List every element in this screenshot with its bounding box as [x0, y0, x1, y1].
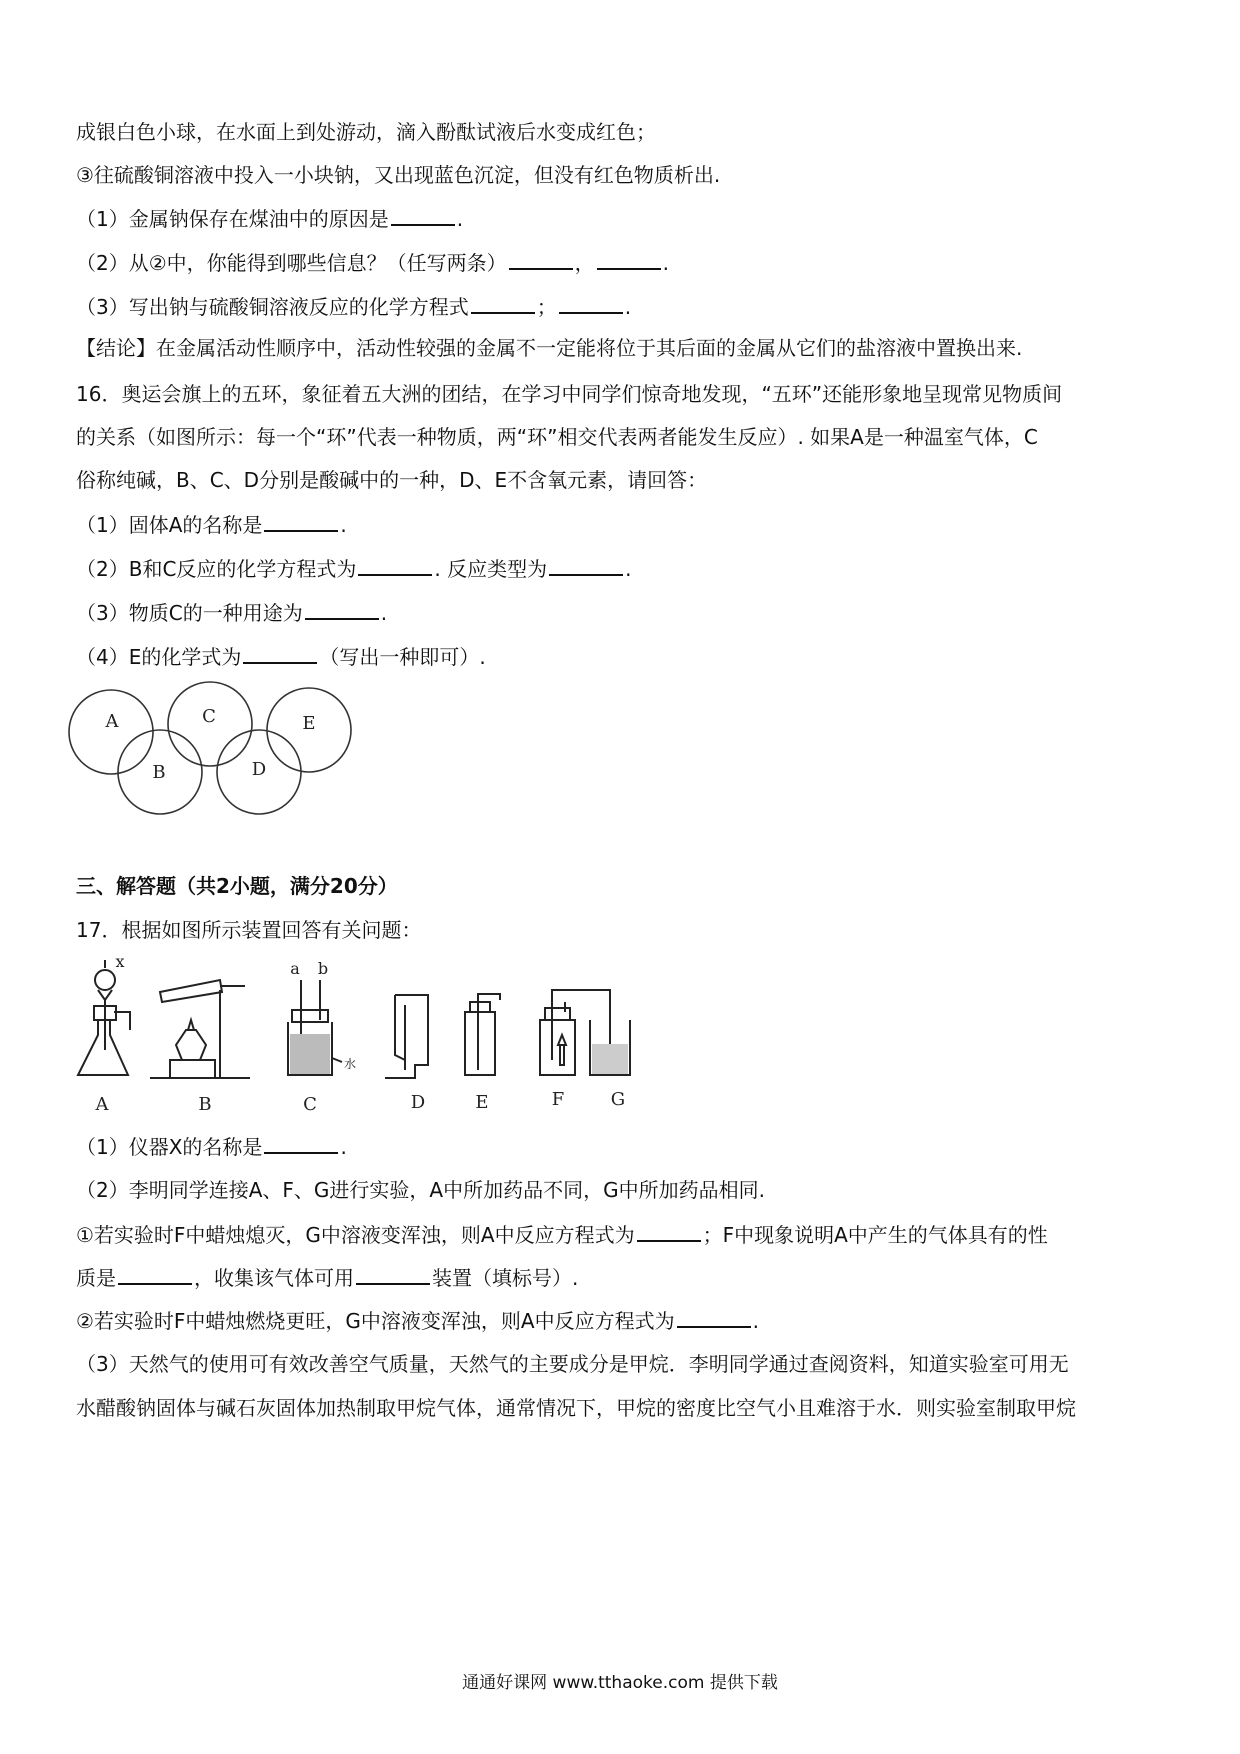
ring-label-b: B	[152, 762, 166, 783]
answer-blank[interactable]	[509, 250, 573, 270]
question-text: . 反应类型为	[434, 557, 548, 581]
question-text: （4）E的化学式为	[76, 645, 242, 669]
question-text: （1）金属钠保存在煤油中的原因是	[76, 207, 389, 231]
question-text: ②若实验时F中蜡烛燃烧更旺，G中溶液变浑浊，则A中反应方程式为	[76, 1309, 675, 1333]
question-17-stem: 17．根据如图所示装置回答有关问题：	[76, 918, 422, 942]
question-text: ；	[536, 295, 557, 319]
apparatus-label-tube-b: b	[317, 959, 329, 978]
question-17-2-2	[76, 1308, 759, 1333]
question-text: 质是	[76, 1266, 116, 1290]
question-17-2-1-cont	[76, 1265, 578, 1290]
question-text: .	[456, 207, 464, 231]
apparatus-label-tube-a: a	[290, 959, 300, 978]
question-text: .	[624, 295, 632, 319]
question-text: （3）物质C的一种用途为	[76, 601, 303, 625]
lab-apparatus-figure	[70, 950, 670, 1120]
question-text: .	[380, 601, 388, 625]
question-15-3	[76, 294, 631, 319]
question-text: ，	[574, 251, 595, 275]
question-text: （3）写出钠与硫酸铜溶液反应的化学方程式	[76, 295, 469, 319]
apparatus-a	[78, 960, 130, 1075]
question-15-1	[76, 206, 463, 231]
question-16-2	[76, 556, 632, 581]
answer-blank[interactable]	[243, 644, 317, 664]
ring-label-d: D	[251, 759, 267, 780]
question-text: 装置（填标号）.	[432, 1266, 579, 1290]
question-17-2: （2）李明同学连接A、F、G进行实验，A中所加药品不同，G中所加药品相同.	[76, 1178, 765, 1202]
question-text: ，收集该气体可用	[194, 1266, 354, 1290]
answer-blank[interactable]	[356, 1265, 430, 1285]
question-16-4	[76, 644, 486, 669]
apparatus-label-g: G	[610, 1089, 626, 1110]
text-line: ③往硫酸铜溶液中投入一小块钠，又出现蓝色沉淀，但没有红色物质析出.	[76, 163, 721, 187]
question-17-3-cont: 水醋酸钠固体与碱石灰固体加热制取甲烷气体，通常情况下，甲烷的密度比空气小且难溶于水．则实验室制取甲烷	[76, 1396, 1076, 1420]
ring-label-c: C	[202, 706, 216, 727]
question-17-3: （3）天然气的使用可有效改善空气质量，天然气的主要成分是甲烷．李明同学通过查阅资料，知道实验室可用无	[76, 1352, 1069, 1376]
section-heading: 三、解答题（共2小题，满分20分）	[76, 874, 398, 898]
page-footer: 通通好课网 www.tthaoke.com 提供下载	[462, 1673, 778, 1693]
apparatus-label-d: D	[410, 1092, 426, 1113]
question-17-1	[76, 1134, 347, 1159]
question-text: .	[340, 513, 347, 537]
question-16-stem: 俗称纯碱，B、C、D分别是酸碱中的一种，D、E不含氧元素，请回答：	[76, 468, 708, 492]
question-text: ；F中现象说明A中产生的气体具有的性	[702, 1223, 1048, 1247]
question-text: （1）固体A的名称是	[76, 513, 263, 537]
answer-blank[interactable]	[597, 250, 661, 270]
apparatus-label-c: C	[303, 1094, 317, 1115]
apparatus-label-x: x	[115, 952, 125, 971]
question-17-2-1	[76, 1222, 1048, 1247]
answer-blank[interactable]	[559, 294, 623, 314]
answer-blank[interactable]	[677, 1308, 751, 1328]
text-line: 成银白色小球，在水面上到处游动，滴入酚酞试液后水变成红色；	[76, 120, 656, 144]
question-text: （2）B和C反应的化学方程式为	[76, 557, 357, 581]
answer-blank[interactable]	[118, 1265, 192, 1285]
question-16-3	[76, 600, 387, 625]
answer-blank[interactable]	[637, 1222, 701, 1242]
apparatus-b	[150, 980, 250, 1078]
ring-label-e: E	[302, 713, 316, 734]
answer-blank[interactable]	[391, 206, 455, 226]
apparatus-label-e: E	[475, 1092, 489, 1113]
apparatus-label-water: 水	[343, 1057, 357, 1071]
apparatus-label-b: B	[198, 1094, 212, 1115]
answer-blank[interactable]	[471, 294, 535, 314]
question-text: ①若实验时F中蜡烛熄灭，G中溶液变浑浊，则A中反应方程式为	[76, 1223, 635, 1247]
question-15-2	[76, 250, 669, 275]
question-text: .	[340, 1135, 347, 1159]
question-text: .	[752, 1309, 759, 1333]
question-text: （1）仪器X的名称是	[76, 1135, 263, 1159]
conclusion: 【结论】在金属活动性顺序中，活动性较强的金属不一定能将位于其后面的金属从它们的盐溶液中置换出来.	[76, 336, 1023, 360]
answer-blank[interactable]	[358, 556, 432, 576]
question-text: .	[662, 251, 670, 275]
question-16-1	[76, 512, 347, 537]
question-text: （2）从②中，你能得到哪些信息？（任写两条）	[76, 251, 507, 275]
question-text: （写出一种即可）.	[319, 645, 486, 669]
question-text: .	[625, 557, 632, 581]
apparatus-e	[465, 994, 500, 1075]
answer-blank[interactable]	[549, 556, 623, 576]
ring-a	[69, 690, 153, 774]
ring-label-a: A	[105, 711, 119, 732]
answer-blank[interactable]	[264, 512, 338, 532]
apparatus-label-a: A	[95, 1094, 109, 1115]
apparatus-label-f: F	[551, 1089, 565, 1110]
answer-blank[interactable]	[305, 600, 379, 620]
answer-blank[interactable]	[264, 1134, 338, 1154]
question-16-stem: 的关系（如图所示：每一个“环”代表一种物质，两“环”相交代表两者能发生反应）. 如果A是一种温室气体，C	[76, 425, 1038, 449]
question-16-stem: 16．奥运会旗上的五环，象征着五大洲的团结，在学习中同学们惊奇地发现，“五环”还能形象地呈现常见物质间	[76, 382, 1063, 406]
apparatus-d	[385, 995, 428, 1078]
five-rings-diagram	[60, 675, 400, 875]
